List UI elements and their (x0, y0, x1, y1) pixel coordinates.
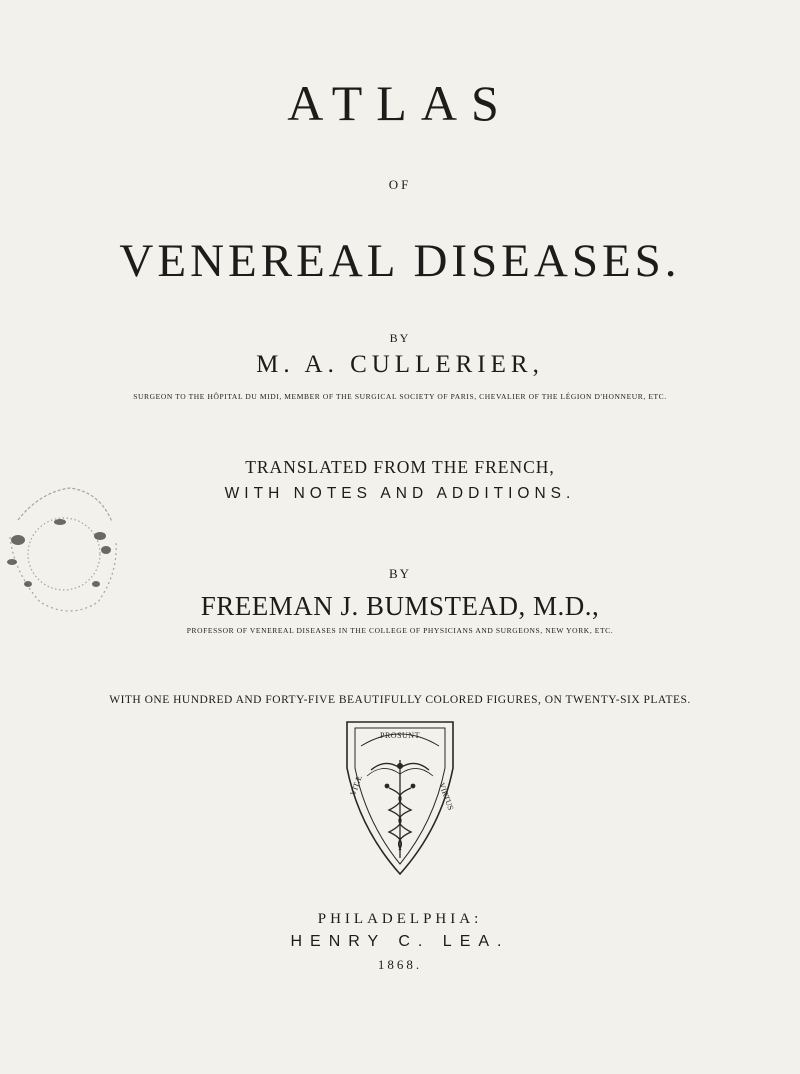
imprint-city: PHILADELPHIA: (317, 911, 483, 927)
translation-note: TRANSLATED FROM THE FRENCH, (245, 457, 555, 477)
svg-text:VIRTUS: VIRTUS (437, 781, 456, 812)
title-atlas: ATLAS (287, 75, 513, 131)
imprint-year: 1868. (377, 957, 423, 972)
editor-by: BY (388, 566, 412, 581)
author-by: BY (389, 331, 411, 345)
author-name: M. A. CULLERIER, (256, 351, 544, 378)
notes-additions: WITH NOTES AND ADDITIONS. (224, 485, 576, 502)
author-credentials: SURGEON TO THE HÔPITAL DU MIDI, MEMBER OF THE SURGICAL SOCIETY OF PARIS, CHEVALIER OF THE LÉGION D'HONNEUR, ETC. (133, 392, 667, 401)
imprint-publisher: HENRY C. LEA. (290, 933, 510, 950)
svg-text:VITÆ: VITÆ (348, 774, 364, 797)
plates-note: WITH ONE HUNDRED AND FORTY-FIVE BEAUTIFULLY COLORED FIGURES, ON TWENTY-SIX PLATES. (109, 694, 691, 706)
editor-credentials: PROFESSOR OF VENEREAL DISEASES IN THE COLLEGE OF PHYSICIANS AND SURGEONS, NEW YORK, ETC. (186, 626, 614, 635)
emblem-motto: PROSUNT (380, 731, 420, 740)
caduceus-shield-icon (341, 718, 459, 878)
editor-name: FREEMAN J. BUMSTEAD, M.D., (200, 591, 600, 621)
title-of: OF (388, 177, 412, 192)
title-main: VENEREAL DISEASES. (119, 235, 681, 287)
